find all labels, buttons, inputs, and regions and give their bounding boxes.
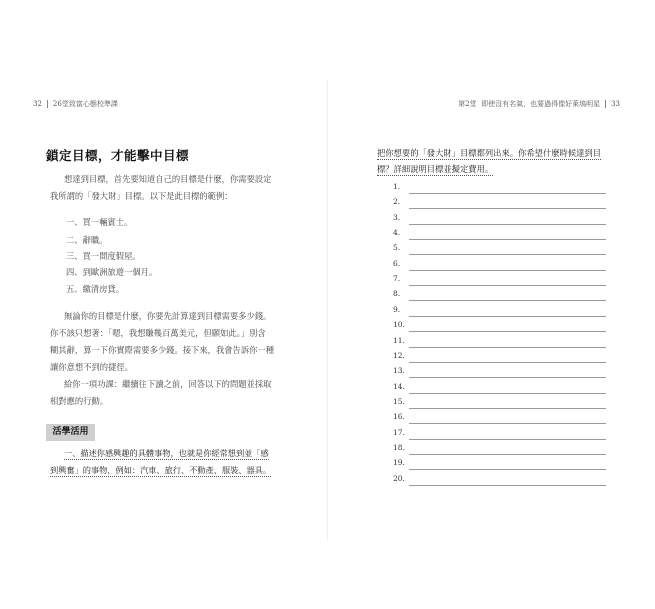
chapter-title: 即使沒有名氣，也要過得像好萊塢明星 — [481, 100, 601, 108]
answer-line-number: 13. — [393, 366, 405, 376]
answer-line-rule — [409, 193, 606, 194]
answer-line-number: 19. — [393, 458, 405, 468]
right-page-number: 33 — [611, 100, 620, 108]
answer-line-rule — [409, 316, 606, 317]
answer-line-rule — [409, 393, 606, 394]
answer-line-rule — [409, 239, 606, 240]
body2-line-2: 相對應的行動。 — [50, 396, 109, 406]
answer-line-number: 6. — [393, 258, 401, 268]
answer-line[interactable] — [393, 305, 606, 317]
answer-line-number: 4. — [393, 228, 401, 238]
answer-line-rule — [409, 224, 606, 225]
answer-line[interactable] — [393, 397, 606, 409]
answer-line[interactable] — [393, 320, 606, 332]
list-intro-line-1: 把你想要的「發大財」目標都列出來。你希望什麼時候達到目 — [377, 148, 602, 158]
book-title: 26堂致富心態校準課 — [52, 100, 118, 108]
answer-line-rule — [409, 362, 606, 363]
body1-line-1: 無論你的目標是什麼，你要先計算達到目標需要多少錢。 — [64, 311, 272, 321]
answer-line-rule — [409, 408, 606, 409]
answer-line[interactable] — [393, 474, 606, 486]
answer-line[interactable] — [393, 412, 606, 424]
example-item-2: 二、辭職。 — [66, 235, 108, 245]
header-divider — [605, 100, 606, 108]
intro-line-1: 想達到目標，首先要知道自己的目標是什麼，你需要設定 — [64, 174, 272, 184]
answer-line[interactable] — [393, 428, 606, 440]
answer-line-rule — [409, 285, 606, 286]
answer-line-rule — [409, 423, 606, 424]
answer-line-rule — [409, 454, 606, 455]
answer-line[interactable] — [393, 443, 606, 455]
example-item-5: 五、繳清房貸。 — [66, 284, 125, 294]
right-header — [458, 99, 620, 109]
answer-line-rule — [409, 439, 606, 440]
answer-line-number: 14. — [393, 381, 405, 391]
answer-line[interactable] — [393, 197, 606, 209]
intro-line-2: 我所謂的「發大財」目標。以下是此目標的範例： — [50, 191, 233, 201]
answer-line-number: 12. — [393, 350, 405, 360]
answer-line-rule — [409, 300, 606, 301]
answer-line-number: 17. — [393, 427, 405, 437]
left-header — [33, 99, 118, 109]
answer-line-number: 3. — [393, 212, 401, 222]
header-divider — [47, 100, 48, 108]
body1-line-3: 糊其辭，算一下你實際需要多少錢。接下來，我會告訴你一種 — [50, 345, 275, 355]
list-intro-line-2: 標？詳細說明目標並擬定費用。 — [377, 164, 494, 174]
activity-line-1: 一、描述你感興趣的具體事物，也就是你經常想到並「感 — [64, 448, 269, 458]
answer-line[interactable] — [393, 228, 606, 240]
example-item-1: 一、買一輛賓士。 — [66, 217, 133, 227]
answer-line[interactable] — [393, 274, 606, 286]
example-item-4: 四、到歐洲旅遊一個月。 — [66, 267, 158, 277]
answer-line-number: 16. — [393, 412, 405, 422]
left-page-number: 32 — [33, 100, 42, 108]
answer-line-number: 7. — [393, 274, 401, 284]
answer-line-number: 5. — [393, 243, 401, 253]
answer-line[interactable] — [393, 289, 606, 301]
answer-line-number: 20. — [393, 473, 405, 483]
answer-line-number: 11. — [393, 335, 405, 345]
answer-line-rule — [409, 254, 606, 255]
left-page — [0, 0, 327, 609]
answer-line-number: 9. — [393, 304, 401, 314]
answer-line[interactable] — [393, 243, 606, 255]
answer-line-number: 18. — [393, 442, 405, 452]
answer-line[interactable] — [393, 458, 606, 470]
answer-line-rule — [409, 347, 606, 348]
answer-line[interactable] — [393, 336, 606, 348]
answer-line[interactable] — [393, 259, 606, 271]
answer-line-number: 2. — [393, 197, 401, 207]
answer-line[interactable] — [393, 182, 606, 194]
body1-line-2: 你不該只想著：「嗯，我想賺幾百萬美元，但願如此。」別含 — [50, 328, 266, 338]
answer-line-number: 15. — [393, 396, 405, 406]
answer-line-number: 10. — [393, 320, 405, 330]
answer-line[interactable] — [393, 213, 606, 225]
body2-line-1: 給你一項功課：繼續往下讀之前，回答以下的問題並採取 — [64, 379, 272, 389]
section-title: 鎖定目標，才能擊中目標 — [46, 148, 190, 163]
answer-line-rule — [409, 485, 606, 486]
answer-line-rule — [409, 377, 606, 378]
activity-label: 活學活用 — [46, 424, 95, 441]
answer-line-rule — [409, 208, 606, 209]
answer-line-rule — [409, 331, 606, 332]
answer-line-number: 8. — [393, 289, 401, 299]
answer-line[interactable] — [393, 366, 606, 378]
answer-line-rule — [409, 270, 606, 271]
body1-line-4: 讓你意想不到的捷徑。 — [50, 362, 133, 372]
answer-line[interactable] — [393, 382, 606, 394]
answer-line-rule — [409, 469, 606, 470]
answer-line-number: 1. — [393, 182, 401, 191]
answer-line[interactable] — [393, 351, 606, 363]
example-item-3: 三、買一間度假屋。 — [66, 251, 141, 261]
activity-line-2: 到興奮」的事物，例如：汽車、旅行、不動產、服裝、器具。 — [50, 465, 272, 475]
chapter-label: 第2堂 — [458, 100, 477, 108]
